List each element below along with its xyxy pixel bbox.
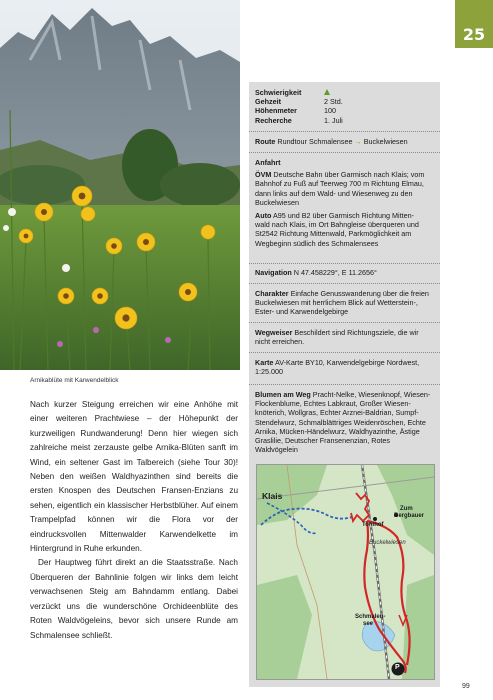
- tour-number-tab: [455, 0, 493, 48]
- map-label-zum: Zum: [400, 506, 413, 512]
- public-transport-line: Deutsche Bahn über Garmisch nach Klais; vom: [273, 170, 425, 180]
- map-info-line: 1:25.000: [255, 367, 283, 377]
- parking-icon: P: [395, 664, 400, 671]
- character-line: Einfache Genusswanderung über die freien: [290, 289, 429, 298]
- arnica-photo: [0, 0, 240, 370]
- route-arrow-icon: →: [354, 137, 362, 146]
- main-text: [30, 398, 238, 643]
- map-label-tonihof: Tonihof: [362, 522, 384, 528]
- map-label-schmalen: Schmalen-: [355, 614, 386, 620]
- flowers-line: Graslilie, Deutscher Fransenenzian, Rotes Waldvögelein: [255, 436, 391, 455]
- map-info-block: [255, 358, 434, 376]
- text-line: mit einer weiteren Prachtwiese – der Höhepunkt: [30, 400, 238, 424]
- public-transport-line: Bahnhof zu Fuß auf Teerweg 700 m Richtung Elmau,: [255, 179, 424, 189]
- paragraph-1: [30, 398, 238, 556]
- elevation-value: 100: [324, 106, 336, 116]
- route-block: [255, 137, 434, 146]
- research-label: Recherche: [255, 115, 292, 125]
- flowers-block: [255, 390, 434, 454]
- photo-illustration: [0, 0, 240, 370]
- flowers-line: Stendelwurz, Schmalblättriges Weidenröschen, Echte: [255, 417, 426, 427]
- character-line: Ester- und Karwendelgebirge: [255, 307, 349, 317]
- car-line: wald nach Klais, im Ort Bahngleise überqueren und: [255, 220, 419, 230]
- text-line: eigentlich ein klassischer Herbstblüher. Auf: [57, 500, 214, 510]
- photo-caption: Arnikablüte mit Karwendelblick: [30, 377, 119, 384]
- character-line: Buckelwiesen mit herrlichem Blick auf Wetterstein-,: [255, 298, 418, 308]
- navigation-value: N 47.458229°, E 11.2656°: [293, 268, 377, 277]
- text-line: entlang. Dabei verzückt uns die wunderschöne: [30, 587, 238, 611]
- map-label-klais: Klais: [262, 491, 283, 501]
- difficulty-label: Schwierigkeit: [255, 88, 302, 97]
- character-label: Charakter: [255, 289, 289, 298]
- text-line: eindrucksvollen Mittenwalder Karwendelkette im: [30, 529, 238, 539]
- public-transport-line: Buckelwiesen: [255, 197, 299, 207]
- signpost-label: Wegweiser: [255, 328, 293, 337]
- difficulty-triangle-icon: [324, 89, 330, 95]
- map-label-see: see: [363, 621, 374, 627]
- tour-number: 25: [462, 25, 486, 44]
- signpost-line: Beschildert sind Richtungsziele, die wir: [294, 328, 419, 337]
- text-line: Arnika-Blüten sanft im Wind, ein seltener Gast: [30, 443, 238, 467]
- research-value: 1. Juli: [324, 115, 343, 125]
- navigation-label: Navigation: [255, 268, 292, 277]
- route-map-graphic: [257, 465, 434, 679]
- route-to: Buckelwiesen: [363, 137, 408, 146]
- flowers-line: Flockenblume, Echtes Labkraut, Großer Wiesen-: [255, 399, 411, 409]
- flowers-label: Blumen am Weg: [255, 390, 311, 399]
- map-label: Karte: [255, 358, 274, 367]
- flowers-line: Arnika, Mücken-Händelwurz, Waldhyazinthe, Ästige: [255, 426, 420, 436]
- flowers-line: Pracht-Nelke, Wiesenknopf, Wiesen-: [312, 390, 431, 399]
- route-map: [256, 464, 435, 680]
- duration-label: Gehzeit: [255, 97, 281, 107]
- route-label: Route: [255, 137, 276, 146]
- signpost-line: nicht erreichen.: [255, 337, 305, 347]
- arrival-heading: Anfahrt: [255, 158, 281, 167]
- text-line: Nach Überqueren der Bahnlinie folgen wir links: [30, 558, 238, 582]
- elevation-label: Höhenmeter: [255, 106, 297, 116]
- character-block: [255, 289, 434, 317]
- public-transport-label: ÖVM: [255, 170, 272, 180]
- public-transport-line: dann links auf dem Wald- und Wiesenweg zu den: [255, 188, 413, 198]
- map-label-buckelwiesen: Buckelwiesen: [369, 540, 406, 546]
- navigation-block: [255, 268, 434, 277]
- text-line: Waldhyazinthen sind bereits die ersten Knospen: [30, 472, 238, 496]
- route-from: Rundtour Schmalensee: [277, 137, 353, 146]
- text-line: im Talbereich (siehe Tour 30)! Neben den weißen: [30, 457, 238, 482]
- text-line: Nach kurzer Steigung erreichen wir eine Anhöhe: [30, 400, 223, 409]
- text-line: der kurzweiligen Rundwanderung! Denn hier: [30, 414, 238, 438]
- car-line: Wegbeginn südlich des Schmalensees: [255, 238, 379, 248]
- paragraph-2: [30, 556, 238, 642]
- text-line: einem Trampelpfad können wir die Flora vor der: [30, 500, 238, 525]
- text-line: Hintergrund in Ruhe erkunden.: [30, 544, 142, 554]
- duration-value: 2 Std.: [324, 97, 343, 107]
- map-info-line: AV-Karte BY10, Karwendelgebirge Nordwest,: [275, 358, 420, 367]
- signpost-block: [255, 328, 434, 346]
- text-line: sich unsere Runde am Schmalensee schließt.: [30, 616, 238, 640]
- meta-block: [255, 88, 434, 125]
- text-line: des Deutschen Fransen-Enzians zu sehen,: [30, 486, 238, 510]
- text-line: wiegen sich zahlreiche meist zerzauste gelbe: [30, 428, 238, 453]
- page-number: 99: [462, 683, 470, 690]
- arrival-block: [255, 158, 434, 248]
- text-line: dem leicht verwachsenen Steig am Bahndamm: [30, 572, 238, 597]
- text-line: Der Hauptweg führt direkt an die Staatsstraße.: [38, 558, 216, 568]
- flowers-line: knöterich, Wollgras, Echter Arznei-Baldrian, Sumpf-: [255, 408, 419, 418]
- car-line: A95 und B2 über Garmisch Richtung Mitten-: [272, 211, 415, 221]
- car-line: St2542 Richtung Mittenwald, Parkmöglichkeit am: [255, 229, 412, 239]
- map-label-bergbauer: Bergbauer: [394, 513, 425, 519]
- text-line: Orchideenblüte des Roten Waldvögeleins, bevor: [30, 601, 238, 626]
- car-label: Auto: [255, 211, 272, 221]
